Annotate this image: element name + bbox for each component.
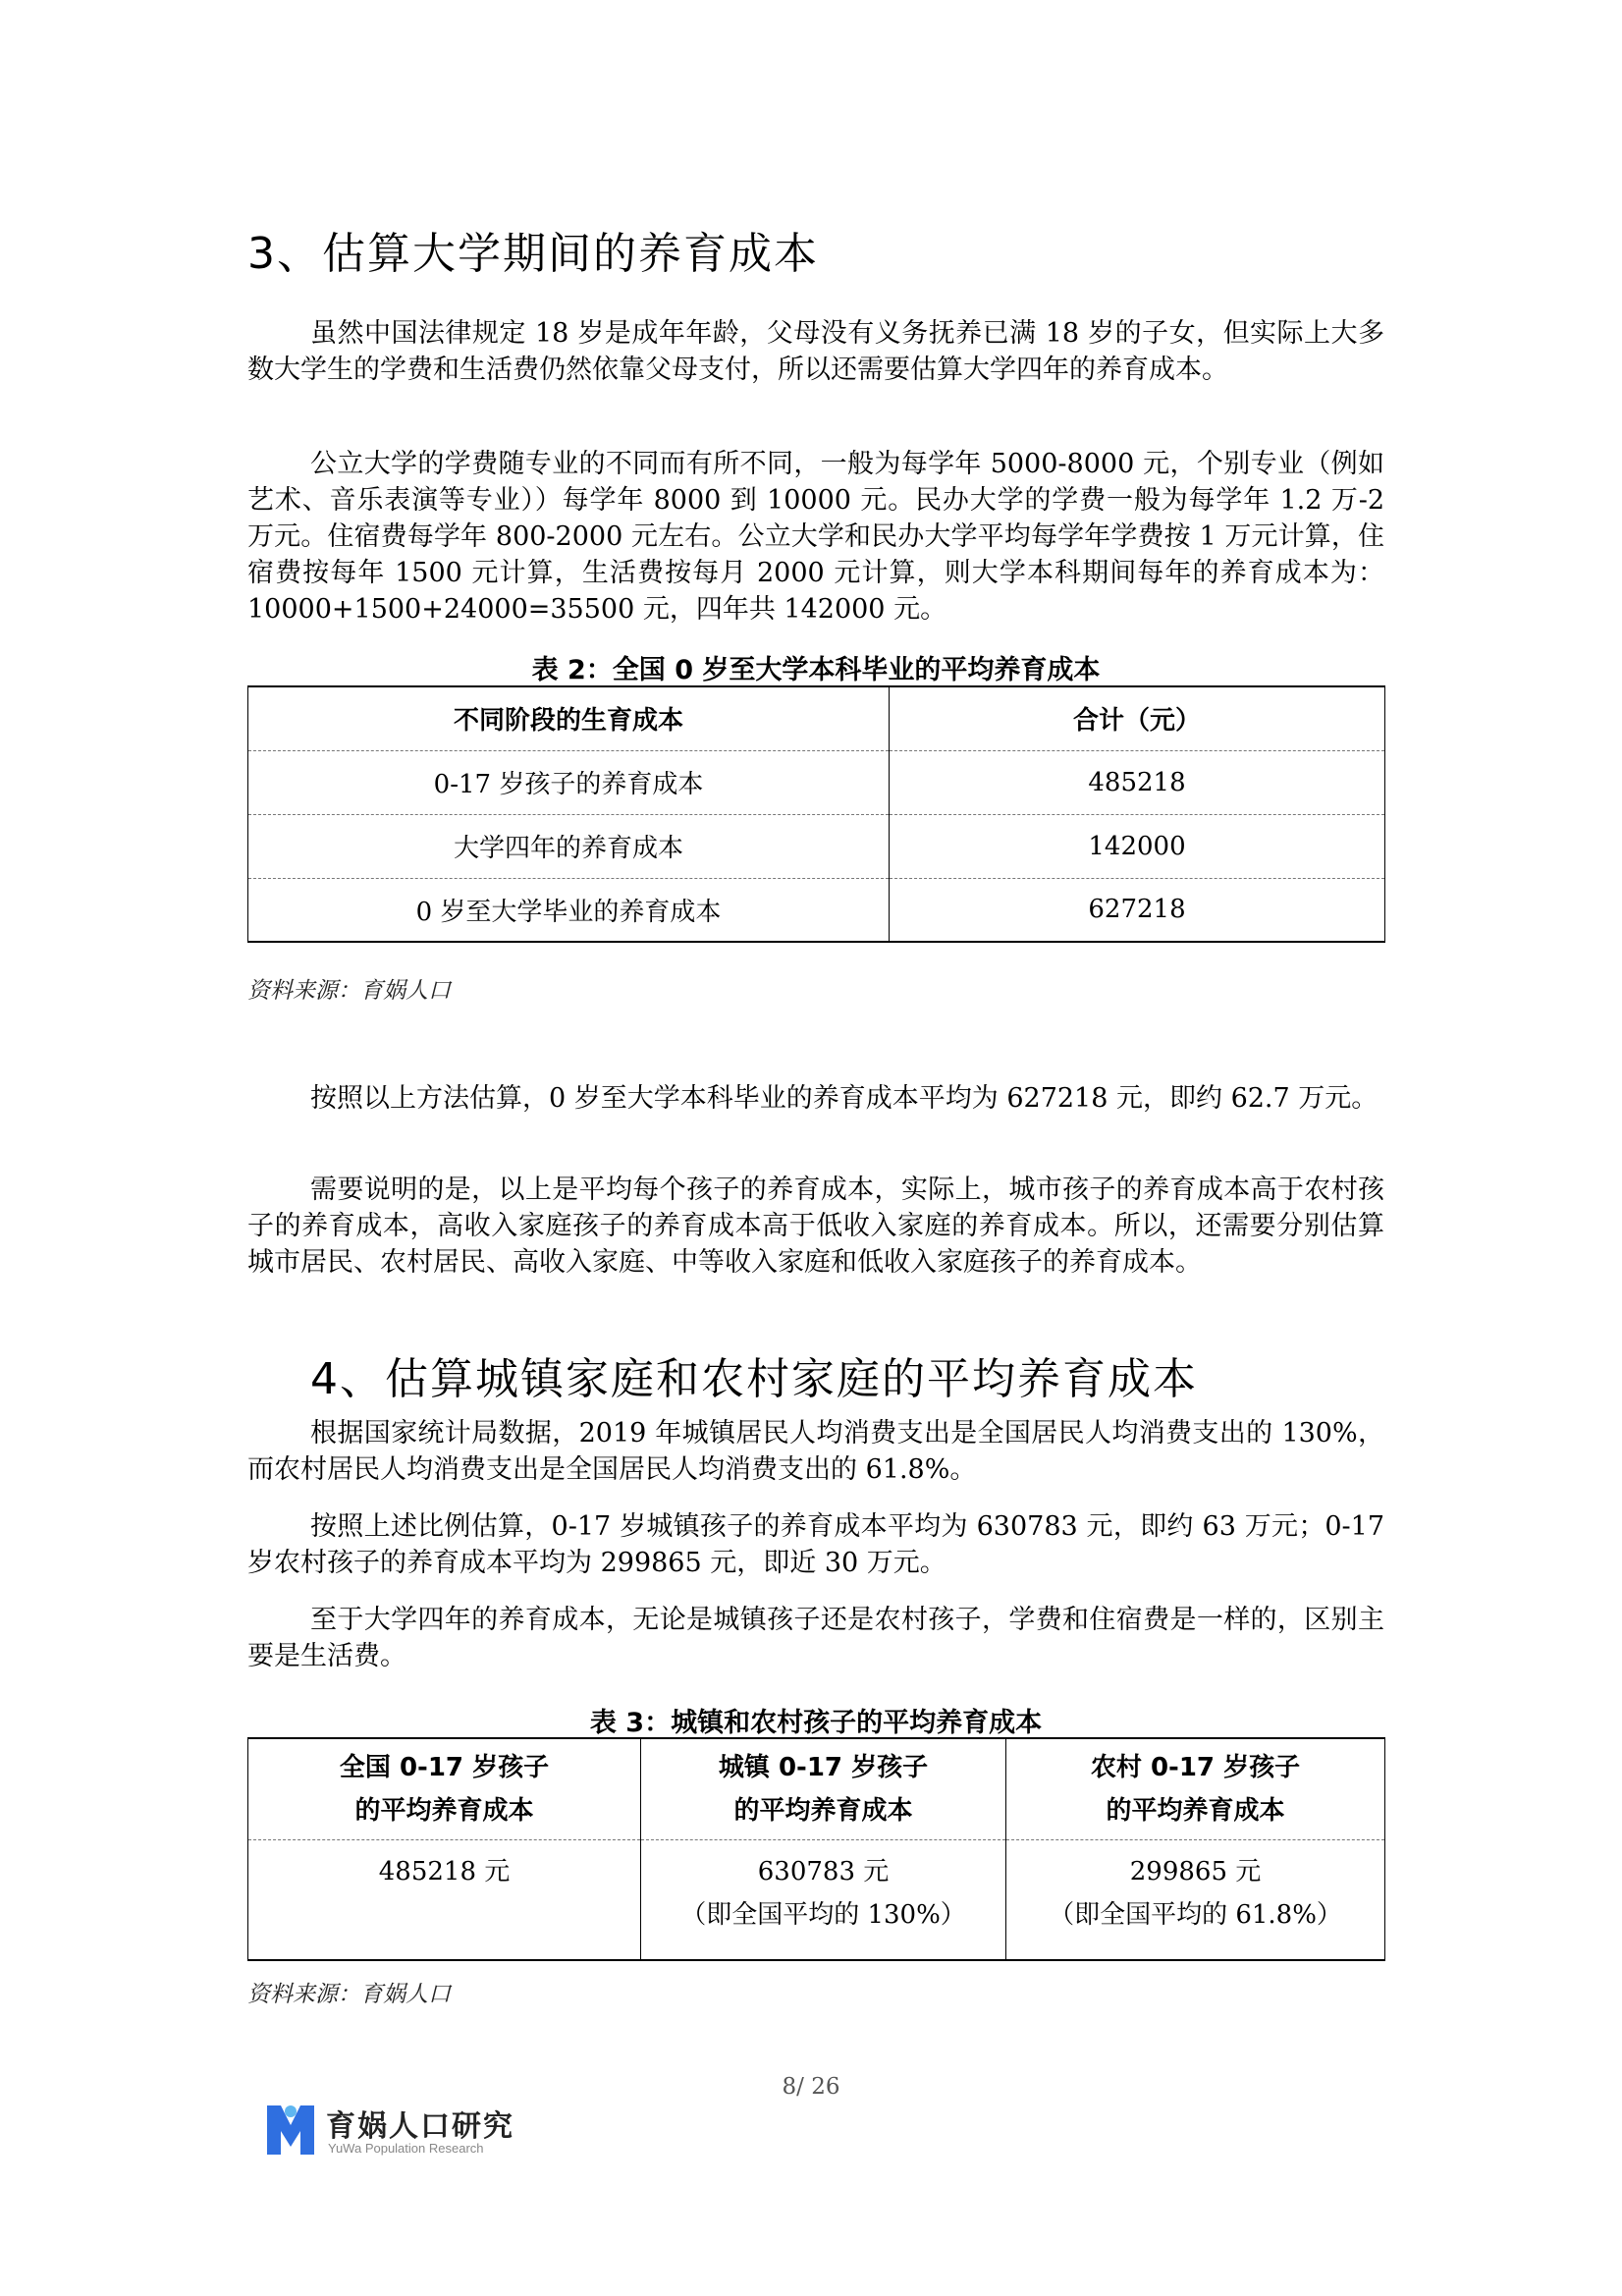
cell-line: 485218 元 — [378, 1857, 511, 1886]
table-2-caption: 表 2：全国 0 岁至大学本科毕业的平均养育成本 — [531, 655, 1101, 685]
section-4-heading: 4、估算城镇家庭和农村家庭的平均养育成本 — [310, 1354, 1198, 1404]
table-row — [248, 814, 1385, 878]
table-3-header-national — [248, 1738, 641, 1840]
table-2 — [247, 685, 1385, 943]
section-4-paragraph-2: 按照上述比例估算，0-17 岁城镇孩子的养育成本平均为 630783 元，即约 63 万元；0-17 岁农村孩子的养育成本平均为 299865 元，即近 30 万元。 — [247, 1511, 1384, 1578]
table-3-header-row — [248, 1738, 1385, 1840]
table-2-header-stage: 不同阶段的生育成本 — [248, 686, 890, 750]
table-3-cell-national — [248, 1840, 641, 1961]
table-2-cell: 627218 — [890, 878, 1385, 942]
logo-text-cn: 育娲人口研究 — [326, 2109, 514, 2144]
table-3-header-rural — [1006, 1738, 1385, 1840]
header-line: 的平均养育成本 — [733, 1796, 913, 1826]
yuwa-logo-icon — [265, 2102, 316, 2157]
table-2-cell: 485218 — [890, 750, 1385, 814]
header-line: 全国 0-17 岁孩子 — [339, 1753, 550, 1782]
table-2-cell: 142000 — [890, 814, 1385, 878]
cell-line: 299865 元 — [1129, 1857, 1262, 1886]
after-table-2-paragraph-1: 按照以上方法估算，0 岁至大学本科毕业的养育成本平均为 627218 元，即约 62.7 万元。 — [310, 1083, 1379, 1114]
table-2-header-row — [248, 686, 1385, 750]
header-line: 的平均养育成本 — [1106, 1796, 1285, 1826]
table-row — [248, 878, 1385, 942]
table-3-source: 资料来源：育娲人口 — [247, 1982, 451, 2007]
section-3-paragraph-2: 公立大学的学费随专业的不同而有所不同，一般为每学年 5000-8000 元，个别专业（例如艺术、音乐表演等专业））每学年 8000 到 10000 元。民办大学的学费一般为每学年 1.2 万-2 万元。住宿费每学年 800-2000 元左右。公立大学和民办大学平均每学年学费按 1 万元计算，住宿费按每年 1500 元计算，生活费按每月 2000 元计算，则大学本科期间每年的养育成本为：10000+1500+24000=35500 元，四年共 142000 元。 — [247, 449, 1384, 625]
table-row — [248, 750, 1385, 814]
table-3-cell-rural — [1006, 1840, 1385, 1961]
table-2-cell: 0 岁至大学毕业的养育成本 — [248, 878, 890, 942]
section-4-paragraph-1: 根据国家统计局数据，2019 年城镇居民人均消费支出是全国居民人均消费支出的 130%，而农村居民人均消费支出是全国居民人均消费支出的 61.8%。 — [247, 1418, 1384, 1485]
cell-line: 630783 元 — [757, 1857, 890, 1886]
footer-logo — [265, 2100, 520, 2164]
table-3-cell-urban — [641, 1840, 1006, 1961]
table-3-caption: 表 3：城镇和农村孩子的平均养育成本 — [589, 1708, 1043, 1738]
table-3 — [247, 1737, 1385, 1961]
table-2-source: 资料来源：育娲人口 — [247, 978, 451, 1004]
table-3-header-urban — [641, 1738, 1006, 1840]
page-number: 8/ 26 — [782, 2074, 840, 2100]
table-2-header-total: 合计（元） — [890, 686, 1385, 750]
section-3-heading: 3、估算大学期间的养育成本 — [247, 229, 819, 279]
logo-text-en: YuWa Population Research — [328, 2141, 484, 2156]
table-row — [248, 1840, 1385, 1961]
header-line: 城镇 0-17 岁孩子 — [718, 1753, 929, 1782]
cell-line: （即全国平均的 61.8%） — [1049, 1900, 1342, 1930]
table-2-cell: 大学四年的养育成本 — [248, 814, 890, 878]
header-line: 的平均养育成本 — [354, 1796, 534, 1826]
after-table-2-paragraph-2: 需要说明的是，以上是平均每个孩子的养育成本，实际上，城市孩子的养育成本高于农村孩子的养育成本，高收入家庭孩子的养育成本高于低收入家庭的养育成本。所以，还需要分别估算城市居民、农村居民、高收入家庭、中等收入家庭和低收入家庭孩子的养育成本。 — [247, 1175, 1384, 1278]
table-2-cell: 0-17 岁孩子的养育成本 — [248, 750, 890, 814]
cell-line: （即全国平均的 130%） — [680, 1900, 966, 1930]
header-line: 农村 0-17 岁孩子 — [1090, 1753, 1301, 1782]
section-3-paragraph-1: 虽然中国法律规定 18 岁是成年年龄，父母没有义务抚养已满 18 岁的子女，但实际上大多数大学生的学费和生活费仍然依靠父母支付，所以还需要估算大学四年的养育成本。 — [247, 318, 1384, 385]
section-4-paragraph-3: 至于大学四年的养育成本，无论是城镇孩子还是农村孩子，学费和住宿费是一样的，区别主要是生活费。 — [247, 1605, 1384, 1671]
